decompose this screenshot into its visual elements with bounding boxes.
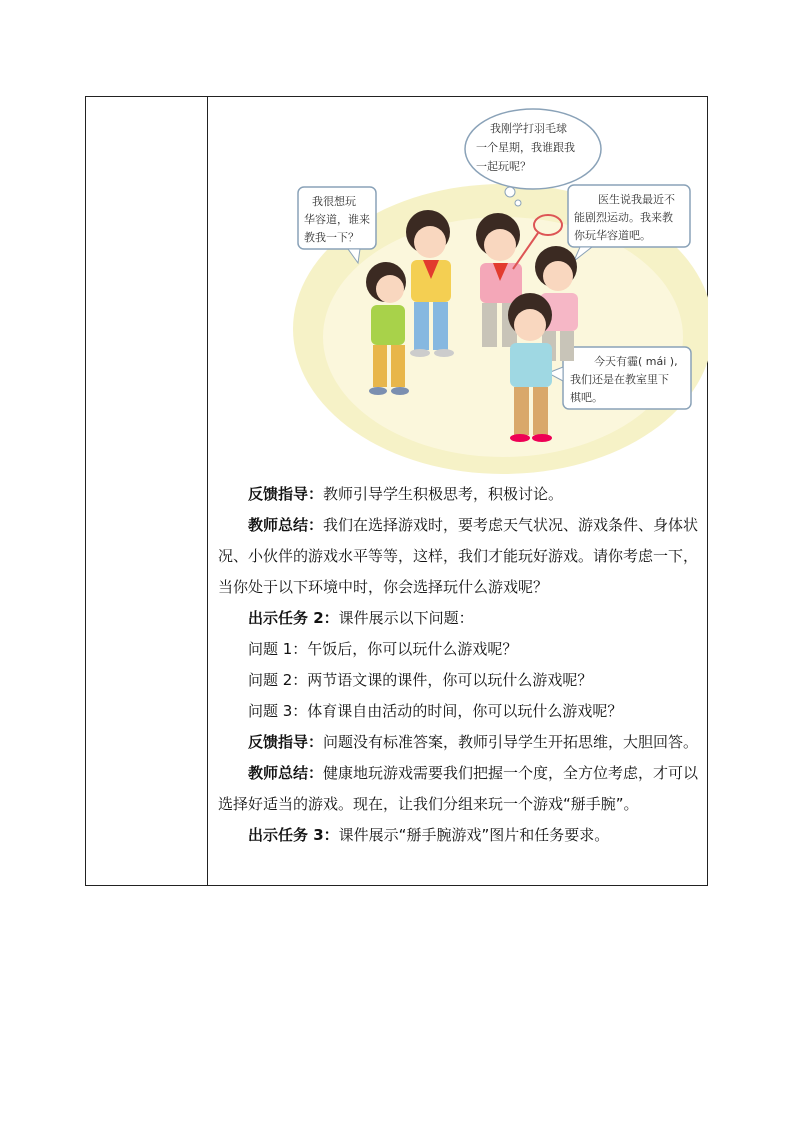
question-3: 问题 3：体育课自由活动的时间，你可以玩什么游戏呢？: [248, 702, 623, 720]
paragraph-summary-2: [218, 758, 703, 820]
children-discussion-illustration: [208, 97, 708, 479]
label: 教师总结：: [248, 764, 324, 782]
label: 出示任务 2：: [248, 609, 339, 627]
table-right-cell: [208, 97, 707, 885]
question-2: 问题 2：两节语文课的课件，你可以玩什么游戏呢？: [248, 671, 593, 689]
paragraph-feedback-1: [218, 479, 703, 510]
lesson-table: [85, 96, 708, 886]
body: 教师引导学生积极思考，积极讨论。: [323, 485, 564, 503]
left-bubble-line-2: 华容道，谁来: [304, 213, 370, 226]
body: 问题没有标准答案，教师引导学生开拓思维，大胆回答。: [323, 733, 699, 751]
right-bubble-line-1: 医生说我最近不: [598, 193, 675, 206]
paragraph-task-3: [218, 820, 703, 851]
paragraph-feedback-2: [218, 727, 703, 758]
label: 教师总结：: [248, 516, 324, 534]
body: 课件展示以下问题：: [338, 609, 474, 627]
top-bubble-line-2: 一个星期，我谁跟我: [476, 141, 575, 154]
body: 健康地玩游戏需要我们把握一个度，全方位考虑，才可以选择好适当的游戏。现在，让我们分组来玩一个游戏“掰手腕”。: [218, 764, 699, 813]
left-bubble-line-3: 教我一下？: [304, 231, 359, 244]
right-bubble-line-2: 能剧烈运动。我来教: [574, 211, 673, 224]
bottom-bubble-line-1: 今天有霾( mái ),: [594, 355, 678, 368]
label: 反馈指导：: [248, 485, 324, 503]
top-bubble-line-1: 我刚学打羽毛球: [490, 122, 567, 135]
paragraph-summary-1: [218, 510, 703, 603]
label: 出示任务 3：: [248, 826, 339, 844]
bottom-bubble-line-2: 我们还是在教室里下: [570, 373, 669, 386]
label: 反馈指导：: [248, 733, 324, 751]
top-bubble-line-3: 一起玩呢？: [476, 160, 531, 173]
table-left-cell: [86, 97, 207, 885]
paragraph-task-2: [218, 603, 703, 634]
bottom-bubble-line-3: 棋吧。: [570, 391, 603, 404]
lesson-text: [218, 479, 703, 851]
left-bubble-line-1: 我很想玩: [312, 195, 356, 208]
body: 课件展示“掰手腕游戏”图片和任务要求。: [338, 826, 610, 844]
body: 我们在选择游戏时，要考虑天气状况、游戏条件、身体状况、小伙伴的游戏水平等等，这样，我们才能玩好游戏。请你考虑一下，当你处于以下环境中时，你会选择玩什么游戏呢？: [218, 516, 699, 596]
right-bubble-line-3: 你玩华容道吧。: [574, 229, 651, 242]
question-1: 问题 1：午饭后，你可以玩什么游戏呢？: [248, 640, 518, 658]
